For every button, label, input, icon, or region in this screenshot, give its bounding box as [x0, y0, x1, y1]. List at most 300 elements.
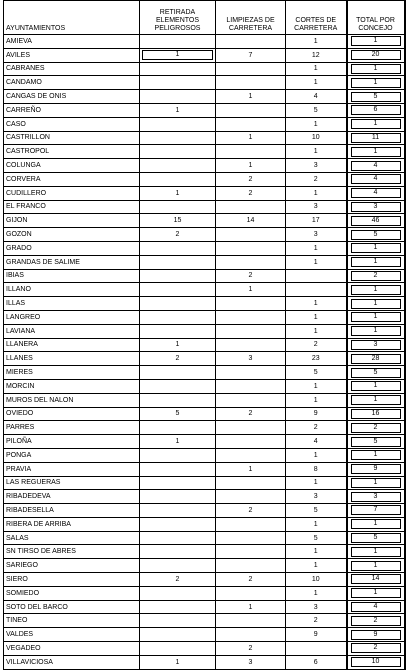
cell-limpiezas[interactable]: 14	[216, 214, 286, 228]
cell-cortes[interactable]: 1	[286, 62, 347, 76]
cell-municipio[interactable]: LAS REGUERAS	[4, 476, 140, 490]
cell-cortes[interactable]: 2	[286, 338, 347, 352]
cell-retirada[interactable]: 1	[140, 103, 216, 117]
table-row	[4, 76, 405, 90]
cell-municipio[interactable]: CASTRILLON	[4, 131, 140, 145]
cell-limpiezas[interactable]: 2	[216, 186, 286, 200]
cell-retirada[interactable]	[140, 159, 216, 173]
cell-cortes[interactable]: 5	[286, 103, 347, 117]
cell-municipio[interactable]: PONGA	[4, 448, 140, 462]
cell-cortes[interactable]: 9	[286, 407, 347, 421]
cell-limpiezas[interactable]	[216, 117, 286, 131]
cell-total-value: 2	[351, 271, 401, 281]
cell-retirada[interactable]	[140, 421, 216, 435]
cell-limpiezas[interactable]	[216, 228, 286, 242]
cell-cortes[interactable]: 2	[286, 614, 347, 628]
cell-limpiezas[interactable]: 2	[216, 504, 286, 518]
cell-limpiezas[interactable]	[216, 586, 286, 600]
cell-retirada[interactable]	[140, 131, 216, 145]
cell-total-value: 1	[351, 36, 401, 46]
table-row	[4, 504, 405, 518]
cell-total[interactable]	[347, 186, 405, 200]
cell-cortes[interactable]: 1	[286, 393, 347, 407]
cell-total-value: 1	[351, 381, 401, 391]
cell-total[interactable]	[347, 614, 405, 628]
cell-total-value: 1	[351, 519, 401, 529]
cell-limpiezas[interactable]	[216, 200, 286, 214]
cell-municipio[interactable]: OVIEDO	[4, 407, 140, 421]
cell-limpiezas[interactable]	[216, 628, 286, 642]
cell-total[interactable]	[347, 241, 405, 255]
cell-limpiezas[interactable]	[216, 559, 286, 573]
cell-total-value: 28	[351, 354, 401, 364]
cell-limpiezas[interactable]: 2	[216, 407, 286, 421]
cell-total-value: 1	[351, 257, 401, 267]
cell-cortes[interactable]: 5	[286, 366, 347, 380]
cell-cortes[interactable]: 1	[286, 255, 347, 269]
cell-cortes[interactable]: 4	[286, 435, 347, 449]
cell-cortes[interactable]: 9	[286, 628, 347, 642]
table-row	[4, 586, 405, 600]
cell-cortes[interactable]: 8	[286, 462, 347, 476]
cell-total[interactable]	[347, 103, 405, 117]
cell-cortes[interactable]: 1	[286, 35, 347, 49]
table-row	[4, 435, 405, 449]
cell-total-value: 4	[351, 188, 401, 198]
cell-total[interactable]	[347, 269, 405, 283]
cell-limpiezas[interactable]	[216, 531, 286, 545]
header-retirada[interactable]: RETIRADA ELEMENTOS PELIGROSOS	[140, 1, 216, 35]
cell-retirada[interactable]	[140, 462, 216, 476]
cell-limpiezas[interactable]	[216, 255, 286, 269]
cell-total-value: 6	[351, 105, 401, 115]
cell-retirada[interactable]: 5	[140, 407, 216, 421]
header-cortes[interactable]: CORTES DE CARRETERA	[286, 1, 347, 35]
cell-retirada[interactable]	[140, 297, 216, 311]
cell-total-value: 5	[351, 437, 401, 447]
cell-total-value: 4	[351, 602, 401, 612]
cell-cortes[interactable]: 1	[286, 545, 347, 559]
cell-total-value: 1	[351, 450, 401, 460]
cell-retirada-selected[interactable]	[140, 48, 216, 62]
cell-retirada[interactable]	[140, 117, 216, 131]
cell-limpiezas[interactable]	[216, 310, 286, 324]
cell-total-value: 9	[351, 464, 401, 474]
cell-municipio[interactable]: CARREÑO	[4, 103, 140, 117]
cell-cortes[interactable]: 1	[286, 448, 347, 462]
cell-total-value: 10	[351, 657, 401, 667]
cell-municipio[interactable]: GRANDAS DE SALIME	[4, 255, 140, 269]
cell-municipio[interactable]: TINEO	[4, 614, 140, 628]
cell-limpiezas[interactable]: 1	[216, 600, 286, 614]
cell-limpiezas[interactable]	[216, 517, 286, 531]
cell-municipio[interactable]: PILOÑA	[4, 435, 140, 449]
cell-municipio[interactable]: SALAS	[4, 531, 140, 545]
cell-total[interactable]	[347, 172, 405, 186]
cell-limpiezas[interactable]: 7	[216, 48, 286, 62]
cell-limpiezas[interactable]: 1	[216, 159, 286, 173]
cell-total[interactable]	[347, 448, 405, 462]
cell-total[interactable]	[347, 655, 405, 669]
cell-municipio[interactable]: IBIAS	[4, 269, 140, 283]
table-row	[4, 531, 405, 545]
cell-total-value: 3	[351, 202, 401, 212]
table-row	[4, 310, 405, 324]
cell-total[interactable]	[347, 642, 405, 656]
table-row	[4, 573, 405, 587]
cell-total[interactable]	[347, 228, 405, 242]
cell-limpiezas[interactable]	[216, 324, 286, 338]
cell-limpiezas[interactable]	[216, 241, 286, 255]
cell-cortes[interactable]: 3	[286, 228, 347, 242]
cell-total-value: 46	[351, 216, 401, 226]
cell-total-value: 1	[351, 119, 401, 129]
cell-retirada[interactable]	[140, 559, 216, 573]
cell-total-value: 9	[351, 630, 401, 640]
cell-municipio[interactable]: GOZON	[4, 228, 140, 242]
cell-municipio[interactable]: AVILES	[4, 48, 140, 62]
cell-total[interactable]	[347, 545, 405, 559]
cell-municipio[interactable]: EL FRANCO	[4, 200, 140, 214]
incidents-table	[3, 0, 406, 670]
cell-municipio[interactable]: CABRANES	[4, 62, 140, 76]
cell-limpiezas[interactable]: 1	[216, 131, 286, 145]
header-limpiezas[interactable]: LIMPIEZAS DE CARRETERA	[216, 1, 286, 35]
cell-total-value: 5	[351, 533, 401, 543]
cell-total[interactable]	[347, 628, 405, 642]
cell-cortes[interactable]: 1	[286, 117, 347, 131]
cell-total[interactable]	[347, 435, 405, 449]
table-row	[4, 490, 405, 504]
header-total[interactable]: TOTAL POR CONCEJO	[347, 1, 405, 35]
cell-total[interactable]	[347, 393, 405, 407]
cell-total-value: 11	[351, 133, 401, 143]
cell-municipio[interactable]: MORCIN	[4, 379, 140, 393]
cell-total[interactable]	[347, 586, 405, 600]
table-row	[4, 655, 405, 669]
cell-municipio[interactable]: LANGREO	[4, 310, 140, 324]
table-row	[4, 421, 405, 435]
table-row	[4, 379, 405, 393]
cell-municipio[interactable]: GIJON	[4, 214, 140, 228]
table-row	[4, 200, 405, 214]
cell-limpiezas[interactable]	[216, 421, 286, 435]
cell-cortes[interactable]	[286, 642, 347, 656]
cell-limpiezas[interactable]: 2	[216, 573, 286, 587]
cell-retirada[interactable]	[140, 628, 216, 642]
cell-total-value: 2	[351, 643, 401, 653]
cell-municipio[interactable]: CASO	[4, 117, 140, 131]
cell-total[interactable]	[347, 48, 405, 62]
cell-total[interactable]	[347, 379, 405, 393]
cell-limpiezas[interactable]	[216, 435, 286, 449]
cell-retirada[interactable]	[140, 517, 216, 531]
cell-retirada[interactable]	[140, 490, 216, 504]
cell-limpiezas[interactable]: 2	[216, 172, 286, 186]
cell-retirada[interactable]: 2	[140, 228, 216, 242]
cell-municipio[interactable]: CASTROPOL	[4, 145, 140, 159]
cell-retirada[interactable]	[140, 76, 216, 90]
cell-total[interactable]	[347, 200, 405, 214]
cell-limpiezas[interactable]	[216, 545, 286, 559]
cell-limpiezas[interactable]	[216, 338, 286, 352]
cell-limpiezas[interactable]: 1	[216, 283, 286, 297]
cell-retirada[interactable]	[140, 379, 216, 393]
cell-total-value: 2	[351, 423, 401, 433]
cell-limpiezas[interactable]	[216, 76, 286, 90]
cell-cortes[interactable]: 3	[286, 159, 347, 173]
cell-municipio[interactable]: LLANERA	[4, 338, 140, 352]
cell-cortes[interactable]: 2	[286, 172, 347, 186]
cell-limpiezas[interactable]	[216, 448, 286, 462]
cell-limpiezas[interactable]: 3	[216, 655, 286, 669]
cell-total[interactable]	[347, 90, 405, 104]
table-row	[4, 228, 405, 242]
cell-retirada[interactable]	[140, 200, 216, 214]
cell-total-value: 1	[351, 588, 401, 598]
cell-total[interactable]	[347, 76, 405, 90]
cell-total[interactable]	[347, 490, 405, 504]
cell-limpiezas[interactable]	[216, 614, 286, 628]
cell-cortes[interactable]: 1	[286, 324, 347, 338]
cell-limpiezas[interactable]: 2	[216, 269, 286, 283]
cell-limpiezas[interactable]: 1	[216, 90, 286, 104]
table-row	[4, 117, 405, 131]
cell-limpiezas[interactable]	[216, 145, 286, 159]
cell-municipio[interactable]: ILLANO	[4, 283, 140, 297]
cell-total-value: 1	[351, 312, 401, 322]
cell-cortes[interactable]: 1	[286, 379, 347, 393]
cell-retirada[interactable]	[140, 586, 216, 600]
cell-cortes[interactable]: 1	[286, 241, 347, 255]
cell-cortes[interactable]: 1	[286, 186, 347, 200]
table-row	[4, 90, 405, 104]
cell-municipio[interactable]: SN TIRSO DE ABRES	[4, 545, 140, 559]
cell-cortes[interactable]: 23	[286, 352, 347, 366]
cell-retirada[interactable]	[140, 255, 216, 269]
cell-retirada[interactable]	[140, 62, 216, 76]
cell-cortes[interactable]: 6	[286, 655, 347, 669]
selected-cell[interactable]: 1	[142, 50, 213, 60]
cell-retirada[interactable]	[140, 366, 216, 380]
cell-retirada[interactable]: 1	[140, 338, 216, 352]
table-row	[4, 145, 405, 159]
cell-cortes[interactable]: 5	[286, 504, 347, 518]
cell-total[interactable]	[347, 559, 405, 573]
cell-total[interactable]	[347, 283, 405, 297]
cell-total[interactable]	[347, 352, 405, 366]
cell-total-value: 5	[351, 368, 401, 378]
cell-retirada[interactable]	[140, 172, 216, 186]
cell-retirada[interactable]: 15	[140, 214, 216, 228]
cell-retirada[interactable]	[140, 310, 216, 324]
cell-total-value: 4	[351, 174, 401, 184]
cell-limpiezas[interactable]	[216, 35, 286, 49]
cell-cortes[interactable]: 1	[286, 76, 347, 90]
cell-retirada[interactable]	[140, 476, 216, 490]
cell-limpiezas[interactable]	[216, 379, 286, 393]
cell-limpiezas[interactable]: 3	[216, 352, 286, 366]
cell-retirada[interactable]	[140, 35, 216, 49]
cell-municipio[interactable]: RIBADESELLA	[4, 504, 140, 518]
cell-total[interactable]	[347, 517, 405, 531]
table-row	[4, 214, 405, 228]
cell-total-value: 5	[351, 92, 401, 102]
cell-retirada[interactable]	[140, 531, 216, 545]
cell-limpiezas[interactable]: 1	[216, 462, 286, 476]
cell-retirada[interactable]	[140, 283, 216, 297]
table-row	[4, 186, 405, 200]
cell-total-value: 1	[351, 78, 401, 88]
cell-total[interactable]	[347, 462, 405, 476]
cell-cortes[interactable]: 1	[286, 586, 347, 600]
cell-total[interactable]	[347, 62, 405, 76]
cell-total-value: 7	[351, 505, 401, 515]
cell-municipio[interactable]: SARIEGO	[4, 559, 140, 573]
cell-cortes[interactable]: 3	[286, 600, 347, 614]
cell-total-value: 2	[351, 616, 401, 626]
header-municipio[interactable]: AYUNTAMIENTOS	[4, 1, 140, 35]
cell-municipio[interactable]: CANDAMO	[4, 76, 140, 90]
table-row	[4, 559, 405, 573]
cell-limpiezas[interactable]	[216, 297, 286, 311]
cell-cortes[interactable]: 4	[286, 90, 347, 104]
cell-municipio[interactable]: GRADO	[4, 241, 140, 255]
cell-retirada[interactable]	[140, 614, 216, 628]
cell-total[interactable]	[347, 407, 405, 421]
table-row	[4, 269, 405, 283]
cell-municipio[interactable]: COLUNGA	[4, 159, 140, 173]
cell-municipio[interactable]: MUROS DEL NALON	[4, 393, 140, 407]
cell-limpiezas[interactable]	[216, 393, 286, 407]
cell-total[interactable]	[347, 35, 405, 49]
cell-municipio[interactable]: SOMIEDO	[4, 586, 140, 600]
cell-retirada[interactable]	[140, 545, 216, 559]
table-row	[4, 407, 405, 421]
cell-limpiezas[interactable]	[216, 366, 286, 380]
cell-total[interactable]	[347, 324, 405, 338]
cell-total-value: 3	[351, 492, 401, 502]
cell-total[interactable]	[347, 117, 405, 131]
cell-total-value: 1	[351, 147, 401, 157]
cell-total[interactable]	[347, 255, 405, 269]
cell-total[interactable]	[347, 600, 405, 614]
cell-limpiezas[interactable]	[216, 103, 286, 117]
cell-cortes[interactable]: 1	[286, 517, 347, 531]
cell-municipio[interactable]: CUDILLERO	[4, 186, 140, 200]
cell-total[interactable]	[347, 421, 405, 435]
cell-total[interactable]	[347, 531, 405, 545]
cell-municipio[interactable]: RIBADEDEVA	[4, 490, 140, 504]
cell-limpiezas[interactable]	[216, 62, 286, 76]
cell-retirada[interactable]	[140, 504, 216, 518]
cell-total[interactable]	[347, 573, 405, 587]
cell-municipio[interactable]: RIBERA DE ARRIBA	[4, 517, 140, 531]
cell-retirada[interactable]	[140, 448, 216, 462]
cell-retirada[interactable]	[140, 642, 216, 656]
cell-total[interactable]	[347, 131, 405, 145]
cell-cortes[interactable]: 1	[286, 476, 347, 490]
cell-total-value: 1	[351, 395, 401, 405]
cell-retirada[interactable]	[140, 324, 216, 338]
cell-municipio[interactable]: ILLAS	[4, 297, 140, 311]
cell-retirada[interactable]	[140, 90, 216, 104]
cell-total-value: 14	[351, 574, 401, 584]
cell-limpiezas[interactable]: 2	[216, 642, 286, 656]
cell-total[interactable]	[347, 214, 405, 228]
cell-total-value: 1	[351, 547, 401, 557]
cell-municipio[interactable]: PARRES	[4, 421, 140, 435]
cell-retirada[interactable]: 1	[140, 186, 216, 200]
cell-cortes[interactable]: 10	[286, 131, 347, 145]
cell-retirada[interactable]	[140, 393, 216, 407]
cell-total[interactable]	[347, 297, 405, 311]
cell-cortes[interactable]: 3	[286, 490, 347, 504]
cell-total[interactable]	[347, 310, 405, 324]
table-row	[4, 476, 405, 490]
cell-total[interactable]	[347, 504, 405, 518]
cell-retirada[interactable]: 2	[140, 573, 216, 587]
cell-municipio[interactable]: SOTO DEL BARCO	[4, 600, 140, 614]
cell-municipio[interactable]: VILLAVICIOSA	[4, 655, 140, 669]
cell-total[interactable]	[347, 159, 405, 173]
cell-municipio[interactable]: VEGADEO	[4, 642, 140, 656]
cell-cortes[interactable]: 1	[286, 145, 347, 159]
cell-cortes[interactable]: 1	[286, 310, 347, 324]
cell-municipio[interactable]: CANGAS DE ONIS	[4, 90, 140, 104]
cell-cortes[interactable]: 3	[286, 200, 347, 214]
cell-total[interactable]	[347, 145, 405, 159]
cell-retirada[interactable]: 2	[140, 352, 216, 366]
cell-cortes[interactable]: 1	[286, 297, 347, 311]
cell-retirada[interactable]	[140, 269, 216, 283]
cell-cortes[interactable]: 12	[286, 48, 347, 62]
table-row	[4, 297, 405, 311]
cell-municipio[interactable]: LAVIANA	[4, 324, 140, 338]
cell-cortes[interactable]	[286, 283, 347, 297]
cell-total[interactable]	[347, 338, 405, 352]
cell-retirada[interactable]: 1	[140, 435, 216, 449]
cell-retirada[interactable]	[140, 241, 216, 255]
cell-total[interactable]	[347, 366, 405, 380]
cell-municipio[interactable]: SIERO	[4, 573, 140, 587]
table-row	[4, 642, 405, 656]
cell-cortes[interactable]: 2	[286, 421, 347, 435]
cell-municipio[interactable]: VALDES	[4, 628, 140, 642]
cell-total-value: 20	[351, 50, 401, 60]
cell-total-value: 1	[351, 64, 401, 74]
cell-municipio[interactable]: CORVERA	[4, 172, 140, 186]
cell-cortes[interactable]: 17	[286, 214, 347, 228]
cell-municipio[interactable]: AMIEVA	[4, 35, 140, 49]
cell-cortes[interactable]	[286, 269, 347, 283]
cell-municipio[interactable]: MIERES	[4, 366, 140, 380]
cell-limpiezas[interactable]	[216, 490, 286, 504]
cell-municipio[interactable]: LLANES	[4, 352, 140, 366]
cell-retirada[interactable]	[140, 600, 216, 614]
table-row	[4, 352, 405, 366]
cell-cortes[interactable]: 5	[286, 531, 347, 545]
cell-retirada[interactable]	[140, 145, 216, 159]
table-row	[4, 517, 405, 531]
cell-total[interactable]	[347, 476, 405, 490]
cell-retirada[interactable]: 1	[140, 655, 216, 669]
cell-limpiezas[interactable]	[216, 476, 286, 490]
cell-municipio[interactable]: PRAVIA	[4, 462, 140, 476]
cell-cortes[interactable]: 1	[286, 559, 347, 573]
cell-cortes[interactable]: 10	[286, 573, 347, 587]
cell-total-value: 1	[351, 285, 401, 295]
